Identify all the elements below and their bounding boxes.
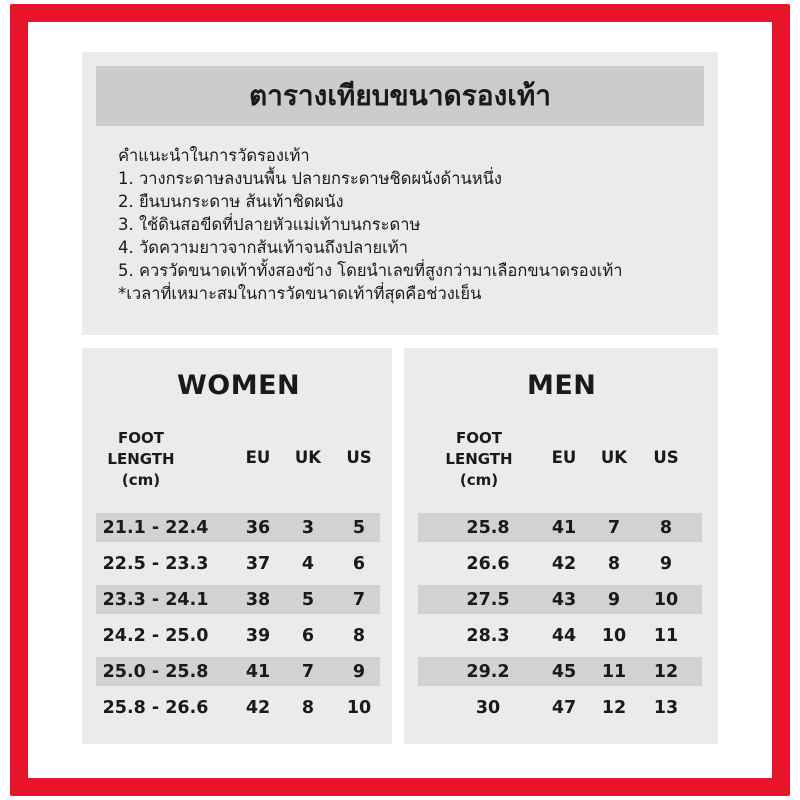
- us-cell: 11: [653, 626, 679, 646]
- foot-length-cell: 28.3: [466, 626, 510, 646]
- women-size-table: [82, 348, 392, 744]
- eu-cell: 39: [245, 626, 271, 646]
- uk-header: UK: [600, 448, 628, 467]
- uk-cell: 11: [601, 662, 627, 682]
- table-row: [418, 585, 702, 614]
- eu-cell: 42: [245, 698, 271, 718]
- table-row: [418, 513, 702, 542]
- eu-cell: 38: [245, 590, 271, 610]
- eu-header: EU: [551, 448, 577, 467]
- foot-length-cell: 24.2 - 25.0: [102, 626, 209, 646]
- foot-header-line: (cm): [459, 471, 499, 489]
- us-cell: 10: [346, 698, 372, 718]
- table-row: [418, 549, 702, 578]
- uk-cell: 8: [301, 698, 315, 718]
- us-header: US: [653, 448, 679, 467]
- table-row: [418, 693, 702, 722]
- foot-header-line: FOOT: [118, 429, 164, 447]
- guide-step: 4. วัดความยาวจากส้นเท้าจนถึงปลายเท้า: [118, 238, 408, 257]
- us-cell: 8: [659, 518, 673, 538]
- foot-header-line: LENGTH: [445, 450, 513, 468]
- foot-length-header: [96, 428, 186, 491]
- foot-length-cell: 25.8 - 26.6: [102, 698, 209, 718]
- table-row: [96, 621, 380, 650]
- guide-step: 1. วางกระดาษลงบนพื้น ปลายกระดาษชิดผนังด้านหนึ่ง: [118, 169, 502, 188]
- measuring-guide: [118, 144, 708, 305]
- eu-cell: 41: [551, 518, 577, 538]
- eu-cell: 43: [551, 590, 577, 610]
- chart-title: ตารางเทียบขนาดรองเท้า: [96, 66, 704, 126]
- foot-length-cell: 25.8: [466, 518, 510, 538]
- table-row: [96, 549, 380, 578]
- uk-cell: 10: [601, 626, 627, 646]
- foot-length-cell: 27.5: [466, 590, 510, 610]
- foot-header-line: LENGTH: [107, 450, 175, 468]
- foot-header-line: (cm): [121, 471, 161, 489]
- eu-cell: 44: [551, 626, 577, 646]
- uk-header: UK: [294, 448, 322, 467]
- uk-cell: 8: [607, 554, 621, 574]
- table-row: [418, 657, 702, 686]
- us-cell: 5: [352, 518, 366, 538]
- foot-length-cell: 22.5 - 23.3: [102, 554, 209, 574]
- uk-cell: 5: [301, 590, 315, 610]
- eu-cell: 45: [551, 662, 577, 682]
- us-cell: 10: [653, 590, 679, 610]
- us-cell: 8: [352, 626, 366, 646]
- uk-cell: 4: [301, 554, 315, 574]
- guide-step: 2. ยืนบนกระดาษ ส้นเท้าชิดผนัง: [118, 192, 344, 211]
- foot-length-cell: 29.2: [466, 662, 510, 682]
- us-cell: 13: [653, 698, 679, 718]
- us-cell: 9: [659, 554, 673, 574]
- table-row: [96, 585, 380, 614]
- us-cell: 6: [352, 554, 366, 574]
- foot-length-cell: 21.1 - 22.4: [102, 518, 209, 538]
- table-row: [96, 513, 380, 542]
- us-cell: 7: [352, 590, 366, 610]
- uk-cell: 3: [301, 518, 315, 538]
- eu-cell: 47: [551, 698, 577, 718]
- foot-length-cell: 30: [475, 698, 501, 718]
- eu-cell: 41: [245, 662, 271, 682]
- foot-length-cell: 25.0 - 25.8: [102, 662, 209, 682]
- eu-header: EU: [245, 448, 271, 467]
- men-heading: MEN: [527, 370, 597, 401]
- eu-cell: 42: [551, 554, 577, 574]
- eu-cell: 36: [245, 518, 271, 538]
- guide-note: *เวลาที่เหมาะสมในการวัดขนาดเท้าที่สุดคือช่วงเย็น: [118, 284, 482, 303]
- guide-step: 5. ควรวัดขนาดเท้าทั้งสองข้าง โดยนำเลขที่สูงกว่ามาเลือกขนาดรองเท้า: [118, 261, 623, 280]
- foot-length-header: [434, 428, 524, 491]
- uk-cell: 6: [301, 626, 315, 646]
- men-size-table: [404, 348, 718, 744]
- table-row: [96, 657, 380, 686]
- foot-length-cell: 26.6: [466, 554, 510, 574]
- us-cell: 9: [352, 662, 366, 682]
- guide-step: 3. ใช้ดินสอขีดที่ปลายหัวแม่เท้าบนกระดาษ: [118, 215, 421, 234]
- uk-cell: 12: [601, 698, 627, 718]
- foot-length-cell: 23.3 - 24.1: [102, 590, 209, 610]
- women-heading: WOMEN: [177, 370, 301, 401]
- guide-heading: คำแนะนำในการวัดรองเท้า: [118, 146, 310, 165]
- eu-cell: 37: [245, 554, 271, 574]
- us-cell: 12: [653, 662, 679, 682]
- foot-header-line: FOOT: [456, 429, 502, 447]
- us-header: US: [346, 448, 372, 467]
- table-row: [418, 621, 702, 650]
- table-row: [96, 693, 380, 722]
- uk-cell: 7: [607, 518, 621, 538]
- uk-cell: 7: [301, 662, 315, 682]
- uk-cell: 9: [607, 590, 621, 610]
- instructions-panel: [82, 52, 718, 335]
